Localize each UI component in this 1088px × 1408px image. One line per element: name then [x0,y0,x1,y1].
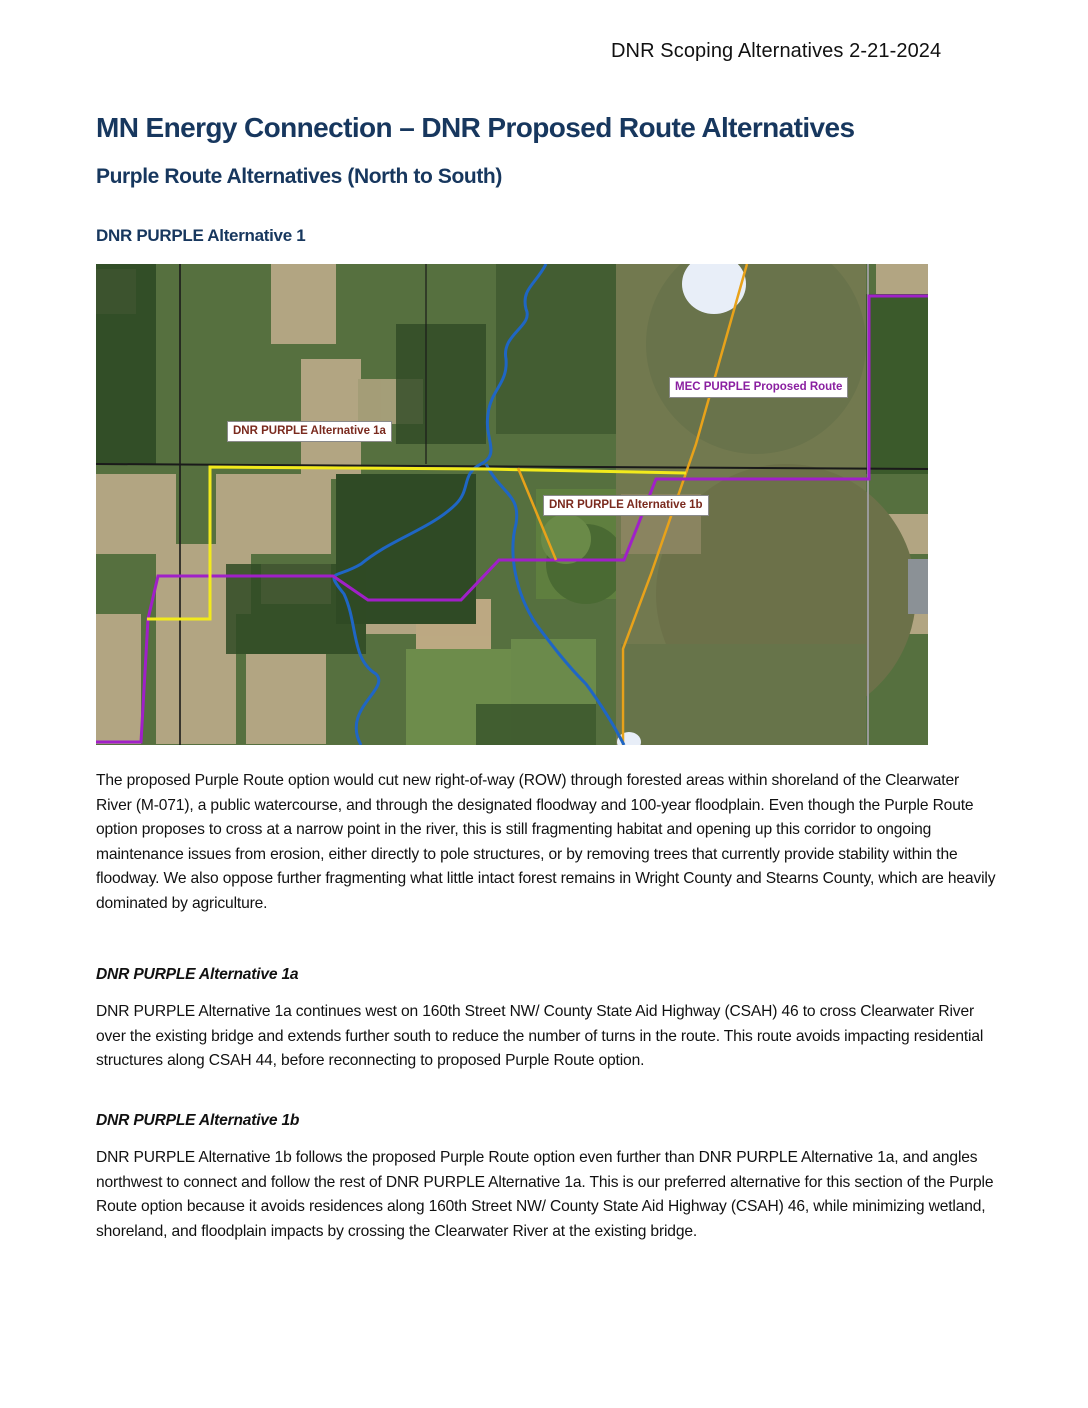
map-label-mec-proposed-route: MEC PURPLE Proposed Route [669,377,848,398]
document-subtitle: Purple Route Alternatives (North to South) [96,165,502,188]
map-label-alternative-1b: DNR PURPLE Alternative 1b [543,495,709,516]
document-title: MN Energy Connection – DNR Proposed Route Alternatives [96,112,855,143]
heading-alternative-1b: DNR PURPLE Alternative 1b [96,1112,300,1129]
gravel-pit [908,559,928,614]
section-heading-alternative-1: DNR PURPLE Alternative 1 [96,226,306,245]
alternative-1a-paragraph: DNR PURPLE Alternative 1a continues west on 160th Street NW/ County State Aid Highway (CSAH) 46 to cross Clearwater River over the existing bridge and extends further south to reduce the number of turns in the route. This route avoids impacting residential structures along CSAH 44, before reconnecting to proposed Purple Route option. [96,1003,984,1069]
aerial-route-map [96,264,928,745]
page-header-note: DNR Scoping Alternatives 2-21-2024 [611,40,942,62]
aerial-imagery [96,264,928,745]
intro-paragraph: The proposed Purple Route option would cut new right-of-way (ROW) through forested areas within shoreland of the Clearwater River (M-071), a public watercourse, and through the designated floodway and 100-year floodplain. Even though the Purple Route option proposes to cross at a narrow point in the river, this is still fragmenting habitat and opening up this corridor to ongoing maintenance issues from erosion, either directly to pole structures, or by removing trees that currently provide stability within the floodway. We also oppose further fragmenting what little intact forest remains in Wright County and Stearns County, which are heavily dominated by agriculture. [96,772,996,912]
map-label-alternative-1a: DNR PURPLE Alternative 1a [227,421,392,442]
heading-alternative-1a: DNR PURPLE Alternative 1a [96,966,299,983]
alternative-1b-paragraph: DNR PURPLE Alternative 1b follows the proposed Purple Route option even further than DNR PURPLE Alternative 1a, and angles northwest to connect and follow the rest of DNR PURPLE Alternative 1a. This is our preferred alternative for this section of the Purple Route option because it avoids residences along 160th Street NW/ County State Aid Highway (CSAH) 46, while minimizing wetland, shoreland, and floodplain impacts by crossing the Clearwater River at the existing bridge. [96,1149,994,1240]
